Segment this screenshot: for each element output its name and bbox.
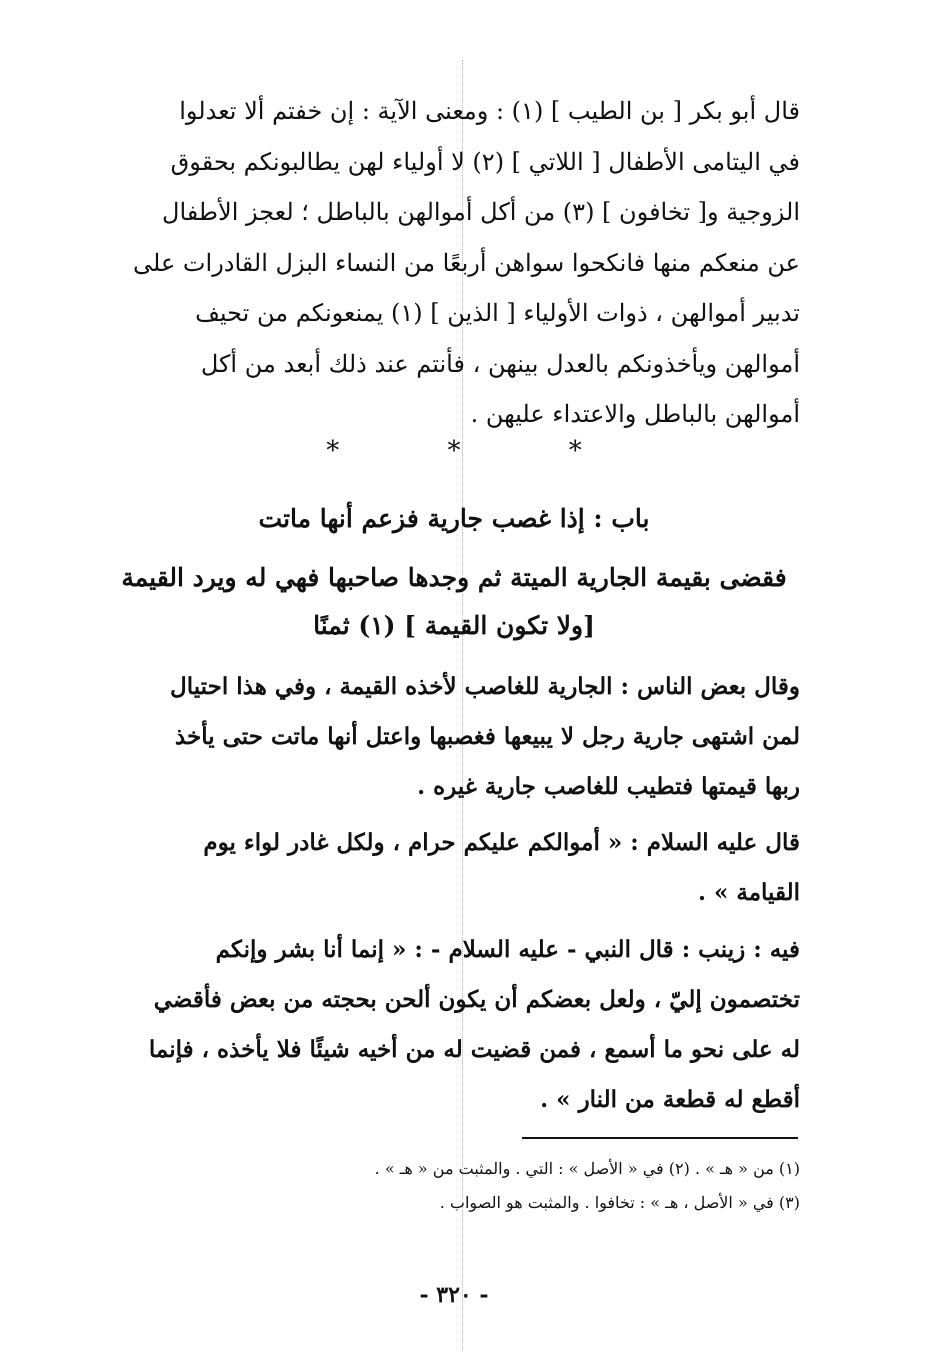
paragraph-hadith-wealth xyxy=(108,818,800,918)
paragraph-hadith-zainab xyxy=(108,925,800,1125)
paragraph-quranic-interpretation xyxy=(108,86,800,440)
chapter-heading-continuation xyxy=(108,554,800,650)
text-line: وقال بعض الناس : الجارية للغاصب لأخذه القيمة ، وفي هذا احتيال xyxy=(170,673,800,700)
text-line: القيامة » . xyxy=(697,879,800,906)
text-line: قال أبو بكر [ بن الطيب ] (١) : ومعنى الآية : إن خفتم ألا تعدلوا xyxy=(179,97,800,125)
footnote-divider xyxy=(522,1137,798,1139)
text-line: تختصمون إليّ ، ولعل بعضكم أن يكون ألحن بحجته من بعض فأقضي xyxy=(153,986,800,1013)
chapter-heading-line-3: [ولا تكون القيمة ] (١) ثمنًا xyxy=(313,611,595,640)
footnote-line-2: (٣) في « الأصل ، هـ » : تخافوا . والمثبت هو الصواب . xyxy=(439,1193,800,1212)
text-line: في اليتامى الأطفال [ اللاتي ] (٢) لا أولياء لهن يطالبونكم بحقوق xyxy=(170,147,800,176)
text-line: ربها قيمتها فتطيب للغاصب جارية غيره . xyxy=(417,773,800,800)
footnote-line-1: (١) من « هـ » . (٢) في « الأصل » : التي . والمثبت من « هـ » . xyxy=(374,1159,800,1178)
chapter-heading-line-2: فقضى بقيمة الجارية الميتة ثم وجدها صاحبها فهي له ويرد القيمة xyxy=(121,563,787,592)
page-number: - ٣٢٠ - xyxy=(419,1282,489,1308)
text-line: له على نحو ما أسمع ، فمن قضيت له من أخيه شيئًا فلا يأخذه ، فإنما xyxy=(148,1036,800,1063)
chapter-heading-line-1: باب : إذا غصب جارية فزعم أنها ماتت xyxy=(258,504,650,533)
text-line: أموالهن ويأخذونكم بالعدل بينهن ، فأنتم عند ذلك أبعد من أكل xyxy=(200,349,800,378)
text-line: قال عليه السلام : « أموالكم عليكم حرام ، ولكل غادر لواء يوم xyxy=(203,829,800,856)
text-line: أموالهن بالباطل والاعتداء عليهن . xyxy=(470,400,800,428)
paragraph-some-people xyxy=(108,662,800,812)
text-line: أقطع له قطعة من النار » . xyxy=(540,1086,800,1113)
text-line: لمن اشتهى جارية رجل لا يبيعها فغصبها واعتل أنها ماتت حتى يأخذ xyxy=(174,723,800,750)
section-separator: * * * xyxy=(326,436,632,466)
text-line: تدبير أموالهن ، ذوات الأولياء [ الذين ] (١) يمنعونكم من تحيف xyxy=(195,299,800,327)
text-line: الزوجية و[ تخافون ] (٣) من أكل أموالهن بالباطل ؛ لعجز الأطفال xyxy=(162,198,800,226)
text-line: عن منعكم منها فانكحوا سواهن أربعًا من النساء البزل القادرات على xyxy=(133,248,800,277)
text-line: فيه : زينب : قال النبي - عليه السلام - : « إنما أنا بشر وإنكم xyxy=(215,936,800,963)
